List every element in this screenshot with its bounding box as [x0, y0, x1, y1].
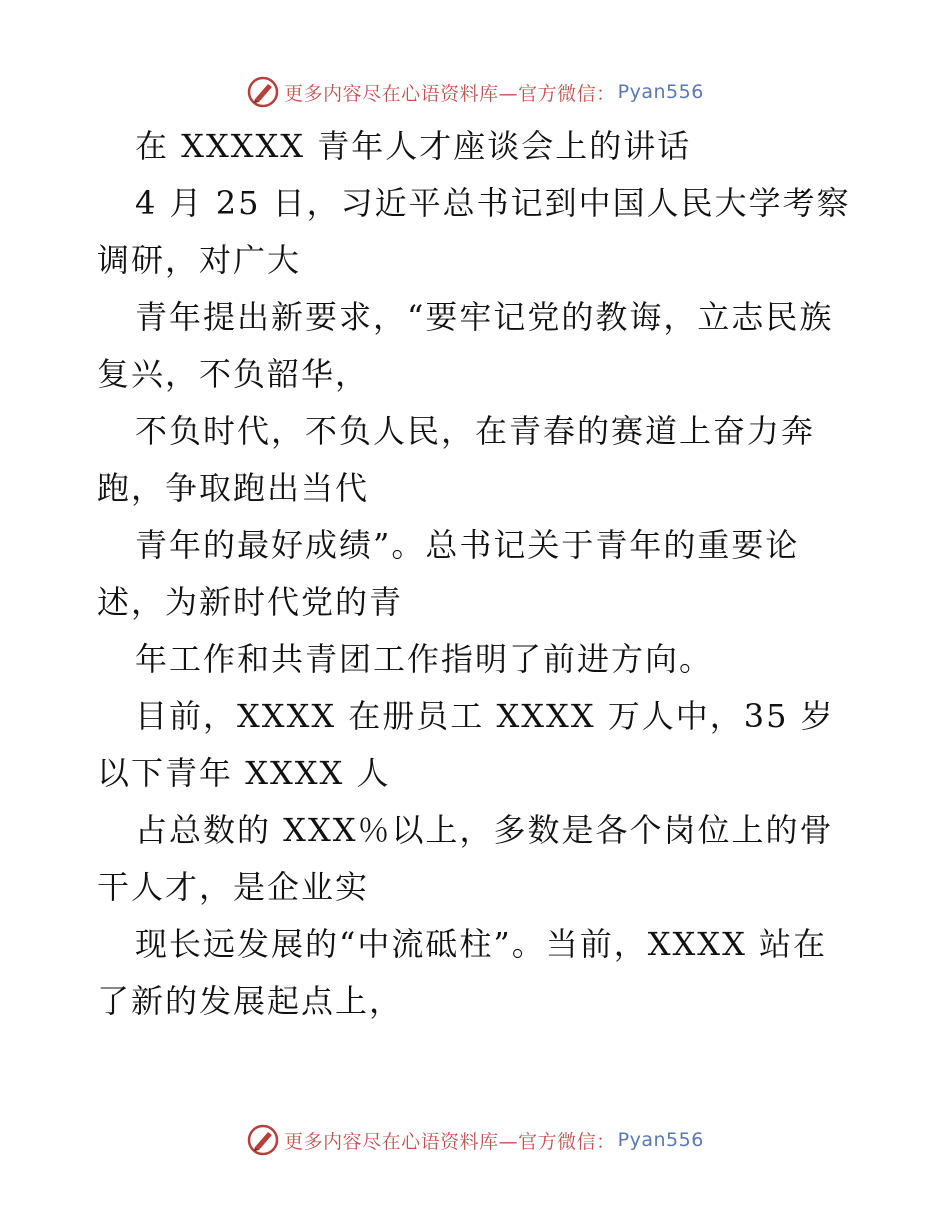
paragraph-line: 目前，XXXX 在册员工 XXXX 万人中，35 岁以下青年 XXXX 人 [97, 697, 835, 792]
paragraph-line: 占总数的 XXX％以上，多数是各个岗位上的骨干人才，是企业实 [97, 811, 834, 906]
paragraph-line: 不负时代，不负人民，在青春的赛道上奋力奔跑，争取跑出当代 [97, 412, 816, 507]
paragraph-line: 年工作和共青团工作指明了前进方向。 [135, 640, 714, 678]
paragraph-line: 现长远发展的“中流砥柱”。当前，XXXX 站在了新的发展起点上， [97, 925, 828, 1020]
watermark-wechat-id: Pyan556 [617, 81, 704, 103]
paragraph-line: 青年提出新要求，“要牢记党的教诲，立志民族复兴，不负韶华， [97, 298, 834, 393]
watermark-wechat-id: Pyan556 [617, 1129, 704, 1151]
watermark-text: 更多内容尽在心语资料库—官方微信： [284, 1130, 616, 1153]
paragraph-line: 4 月 25 日，习近平总书记到中国人民大学考察调研，对广大 [97, 184, 851, 279]
watermark-text: 更多内容尽在心语资料库—官方微信： [284, 82, 616, 105]
pen-logo-icon [246, 1123, 280, 1157]
document-title: 在 XXXXX 青年人才座谈会上的讲话 [135, 127, 692, 165]
header-watermark [0, 72, 950, 112]
paragraph-line: 青年的最好成绩”。总书记关于青年的重要论述，为新时代党的青 [97, 526, 800, 621]
document-body [97, 118, 857, 1030]
pen-logo-icon [246, 75, 280, 109]
footer-watermark [0, 1120, 950, 1160]
